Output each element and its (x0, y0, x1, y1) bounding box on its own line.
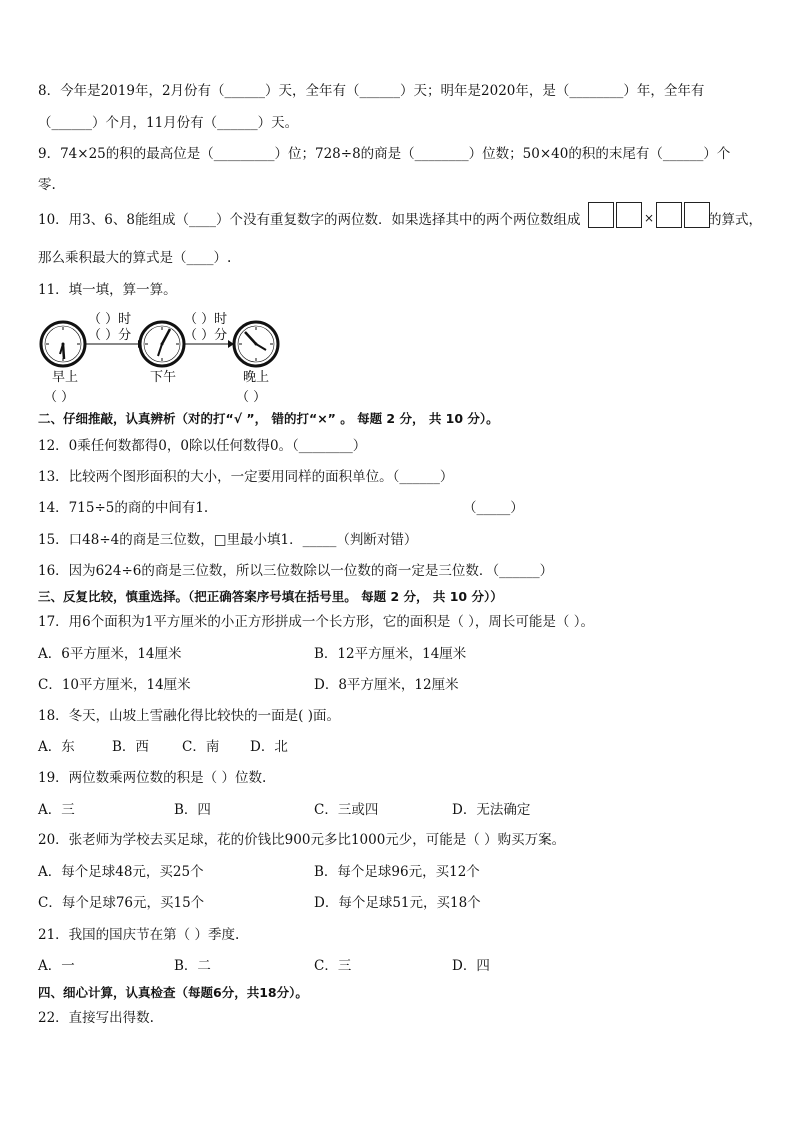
q21-option-b[interactable]: B．二 (174, 958, 211, 974)
q14-text: 14．715÷5的商的中间有1. (38, 500, 209, 516)
clock2-label: 下午 (150, 370, 177, 385)
q8-line1: 8．今年是2019年，2月份有（______）天，全年有（______）天；明年是2020年，是（________）年，全年有 (38, 83, 705, 99)
q17-option-d[interactable]: D．8平方厘米，12厘米 (314, 677, 459, 693)
q10-line2: 那么乘积最大的算式是（____）. (38, 250, 232, 266)
q20-option-d[interactable]: D．每个足球51元，买18个 (314, 895, 481, 911)
clock-3 (234, 322, 278, 366)
q20-option-b[interactable]: B．每个足球96元，买12个 (314, 864, 480, 880)
q9-line2: 零. (38, 177, 56, 193)
clock3-blank: （ ） (236, 390, 267, 405)
q22: 22．直接写出得数. (38, 1010, 154, 1026)
q18-option-c[interactable]: C．南 (182, 739, 220, 755)
clock-diagram (38, 308, 298, 408)
clock3-label: 晚上 (243, 370, 270, 385)
q20-option-a[interactable]: A．每个足球48元，买25个 (38, 864, 204, 880)
times-sign: × (644, 211, 655, 225)
q20-option-c[interactable]: C．每个足球76元，买15个 (38, 895, 205, 911)
q14-blank: （_____） (463, 500, 524, 516)
clock-2 (140, 322, 184, 366)
q19-option-a[interactable]: A．三 (38, 802, 75, 818)
q10-line1a: 10．用3、6、8能组成（____）个没有重复数字的两位数．如果选择其中的两个两位数组成 (38, 212, 581, 228)
clock-1 (41, 322, 85, 366)
q18-option-a[interactable]: A．东 (38, 739, 75, 755)
digit-box[interactable] (684, 202, 710, 228)
arrow2-hour: （ ）时 (184, 312, 228, 327)
digit-box[interactable] (588, 202, 614, 228)
section-4-heading: 四、细心计算，认真检查（每题6分，共18分）。 (38, 985, 308, 1000)
q8-line2: （______）个月，11月份有（______）天。 (38, 115, 299, 131)
q19-option-b[interactable]: B．四 (174, 802, 211, 818)
q10-answer-boxes (588, 207, 710, 228)
q18-stem: 18．冬天，山坡上雪融化得比较快的一面是( )面。 (38, 708, 341, 724)
q13: 13．比较两个图形面积的大小，一定要用同样的面积单位。（______） (38, 469, 454, 485)
q18-option-d[interactable]: D．北 (250, 739, 288, 755)
q19-stem: 19．两位数乘两位数的积是（ ）位数. (38, 770, 267, 786)
q20-stem: 20．张老师为学校去买足球，花的价钱比900元多比1000元少，可能是（ ）购买万案。 (38, 832, 566, 848)
q16: 16．因为624÷6的商是三位数，所以三位数除以一位数的商一定是三位数．（______） (38, 563, 554, 579)
q17-option-b[interactable]: B．12平方厘米，14厘米 (314, 646, 467, 662)
q21-option-c[interactable]: C．三 (314, 958, 352, 974)
clock1-label: 早上 (52, 370, 79, 385)
q12: 12．0乘任何数都得0，0除以任何数得0。（________） (38, 438, 367, 454)
q15: 15．口48÷4的商是三位数，□里最小填1．_____（判断对错） (38, 532, 418, 548)
arrow1-min: （ ）分 (88, 328, 132, 343)
clock1-blank: （ ） (44, 390, 75, 405)
q21-stem: 21．我国的国庆节在第（ ）季度. (38, 927, 240, 943)
q18-option-b[interactable]: B．西 (112, 739, 149, 755)
digit-box[interactable] (616, 202, 642, 228)
section-3-heading: 三、反复比较，慎重选择。（把正确答案序号填在括号里。 每题 2 分， 共 10 分）） (38, 589, 503, 604)
arrow2-min: （ ）分 (184, 328, 228, 343)
q11-title: 11．填一填，算一算。 (38, 282, 177, 298)
q17-stem: 17．用6个面积为1平方厘米的小正方形拼成一个长方形，它的面积是（ ），周长可能是（ ）。 (38, 614, 594, 630)
q19-option-c[interactable]: C．三或四 (314, 802, 379, 818)
q21-option-d[interactable]: D．四 (452, 958, 490, 974)
arrow1-hour: （ ）时 (88, 312, 132, 327)
section-2-heading: 二、仔细推敲，认真辨析（对的打“√ ”， 错的打“×” 。 每题 2 分， 共 10 分）。 (38, 411, 499, 426)
q21-option-a[interactable]: A．一 (38, 958, 75, 974)
q10-line1b: 的算式， (708, 212, 762, 228)
q17-option-c[interactable]: C．10平方厘米，14厘米 (38, 677, 191, 693)
q19-option-d[interactable]: D．无法确定 (452, 802, 531, 818)
q17-option-a[interactable]: A．6平方厘米，14厘米 (38, 646, 182, 662)
q9-line1: 9．74×25的积的最高位是（_________）位；728÷8的商是（________）位数；50×40的积的末尾有（______）个 (38, 146, 731, 162)
digit-box[interactable] (656, 202, 682, 228)
